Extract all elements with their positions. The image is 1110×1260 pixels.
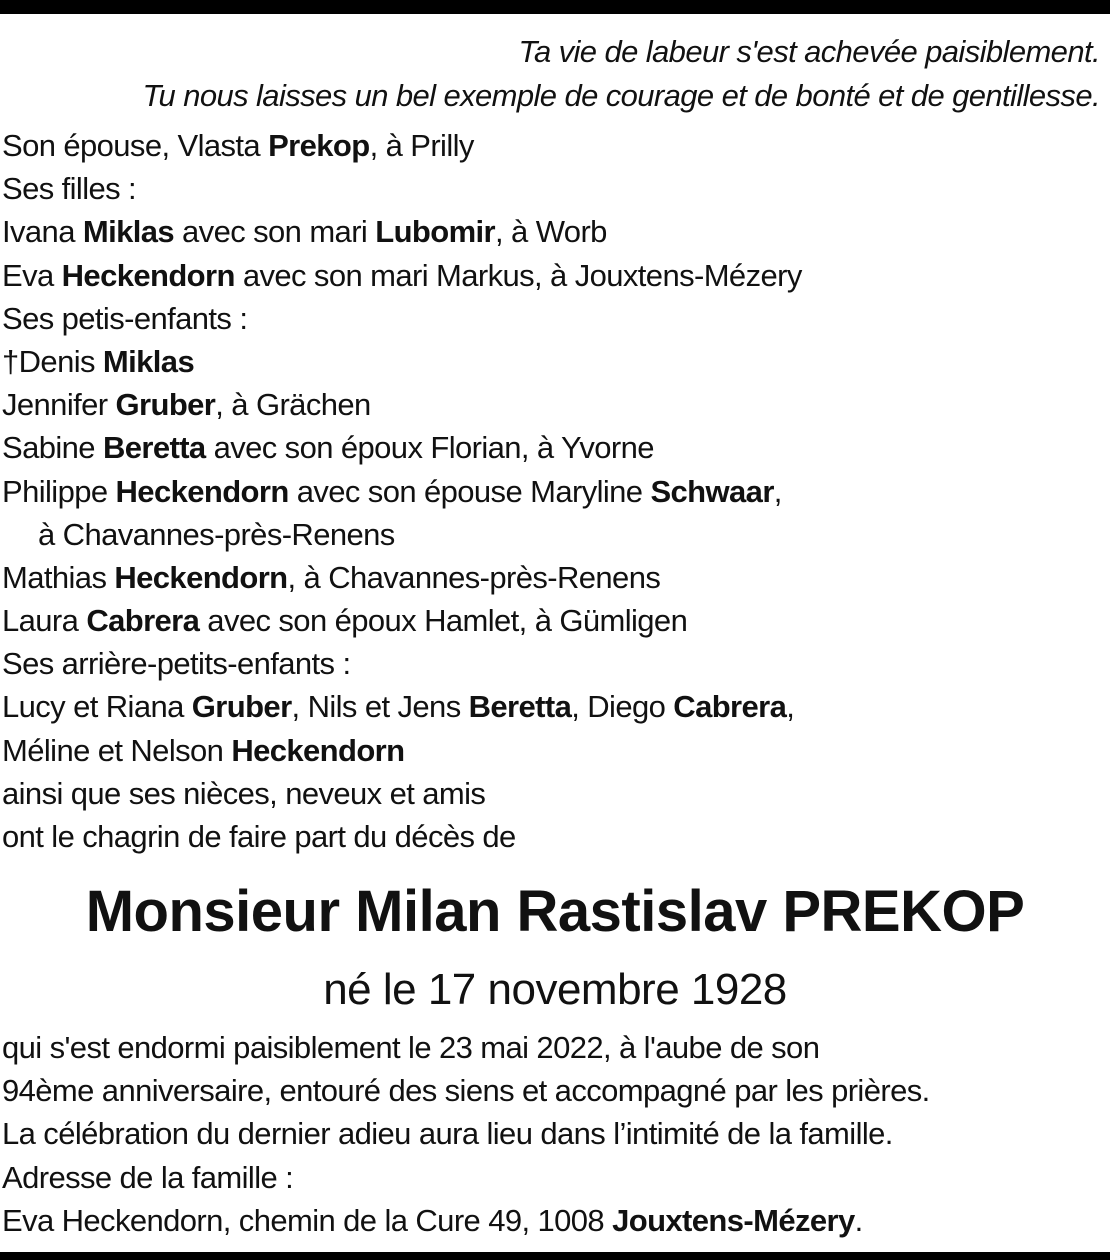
epigraph-line-2: Tu nous laisses un bel exemple de courage et de bonté et de gentillesse. (142, 78, 1100, 113)
closing-line (2, 1112, 930, 1155)
family-line (2, 210, 802, 253)
surname-text: Heckendorn (231, 732, 405, 768)
surname-text: Lubomir (375, 214, 496, 250)
family-line (2, 254, 802, 297)
text-segment: . (854, 1202, 863, 1238)
family-line (2, 642, 802, 685)
text-segment: Méline et Nelson (2, 732, 232, 768)
surname-text: Cabrera (673, 689, 787, 725)
text-segment: ont le chagrin de faire part du décès de (2, 819, 516, 854)
closing-line (2, 1199, 930, 1242)
text-segment: Ivana (2, 214, 83, 250)
surname-text: Beretta (102, 430, 206, 466)
family-line (2, 297, 802, 340)
family-line (2, 470, 802, 513)
text-segment: avec son mari (174, 214, 376, 250)
family-line (2, 599, 802, 642)
text-segment: Philippe (2, 473, 116, 509)
surname-text: Heckendorn (61, 257, 235, 293)
surname-text: Miklas (82, 214, 175, 250)
family-line (2, 426, 802, 469)
family-line (2, 729, 802, 772)
surname-text: Gruber (191, 689, 292, 725)
family-line (2, 685, 802, 728)
text-segment: ainsi que ses nièces, neveux et amis (2, 775, 486, 811)
text-segment: , à Chavannes-près-Renens (287, 559, 661, 595)
surname-text: Jouxtens-Mézery (612, 1202, 855, 1238)
surname-text: Beretta (468, 689, 572, 725)
text-segment: , Nils et Jens (291, 689, 469, 725)
text-segment: Eva (2, 257, 62, 293)
text-segment: Jennifer (2, 387, 116, 423)
family-line (2, 167, 802, 210)
family-line (2, 815, 802, 858)
closing-text (2, 1026, 930, 1242)
text-segment: †Denis (2, 343, 103, 379)
surname-text: Miklas (102, 343, 195, 379)
family-line (2, 124, 802, 167)
text-segment: Ses arrière-petits-enfants : (2, 646, 351, 682)
surname-text: Heckendorn (115, 473, 289, 509)
epigraph-line-1: Ta vie de labeur s'est achevée paisiblement. (518, 34, 1100, 69)
family-line (2, 556, 802, 599)
deceased-name: Monsieur Milan Rastislav PREKOP (85, 879, 1025, 944)
closing-line (2, 1156, 930, 1199)
text-segment: avec son époux Hamlet, à Gümligen (199, 603, 688, 639)
surname-text: Prekop (268, 128, 370, 163)
family-list (2, 124, 802, 858)
bottom-border-rule (0, 1252, 1110, 1260)
text-segment: avec son épouse Maryline (288, 473, 651, 509)
text-segment: , Diego (571, 689, 674, 725)
text-segment: qui s'est endormi paisiblement le 23 mai 2022, à l'aube de son (2, 1030, 820, 1065)
text-segment: Laura (2, 603, 87, 639)
text-segment: à Chavannes-près-Renens (38, 516, 395, 552)
closing-line (2, 1069, 930, 1112)
birth-date-line: né le 17 novembre 1928 (323, 965, 787, 1014)
family-line (2, 772, 802, 815)
top-border-rule (0, 0, 1110, 14)
text-segment: , à Worb (495, 214, 607, 250)
text-segment: Ses filles : (2, 171, 137, 207)
text-segment: 94ème anniversaire, entouré des siens et accompagné par les prières. (2, 1073, 930, 1109)
text-segment: Sabine (2, 430, 103, 466)
family-line (2, 383, 802, 426)
text-segment: , à Grächen (215, 387, 371, 423)
text-segment: Ses petis-enfants : (2, 300, 248, 336)
surname-text: Heckendorn (114, 559, 288, 595)
text-segment: , à Prilly (369, 128, 474, 163)
surname-text: Gruber (115, 387, 216, 423)
text-segment: , (786, 689, 795, 725)
family-line (2, 513, 802, 556)
text-segment: Son épouse, Vlasta (2, 128, 269, 163)
text-segment: avec son mari Markus, à Jouxtens-Mézery (234, 257, 802, 293)
text-segment: Mathias (2, 559, 115, 595)
text-segment: Adresse de la famille : (2, 1159, 294, 1195)
surname-text: Cabrera (86, 603, 200, 639)
closing-line (2, 1026, 930, 1069)
text-segment: La célébration du dernier adieu aura lieu dans l’intimité de la famille. (2, 1116, 893, 1152)
surname-text: Schwaar (650, 473, 774, 509)
text-segment: , (773, 473, 782, 509)
epigraph (143, 30, 1101, 118)
text-segment: Eva Heckendorn, chemin de la Cure 49, 1008 (2, 1202, 613, 1238)
family-line (2, 340, 802, 383)
text-segment: avec son époux Florian, à Yvorne (205, 430, 654, 466)
text-segment: Lucy et Riana (2, 689, 192, 725)
